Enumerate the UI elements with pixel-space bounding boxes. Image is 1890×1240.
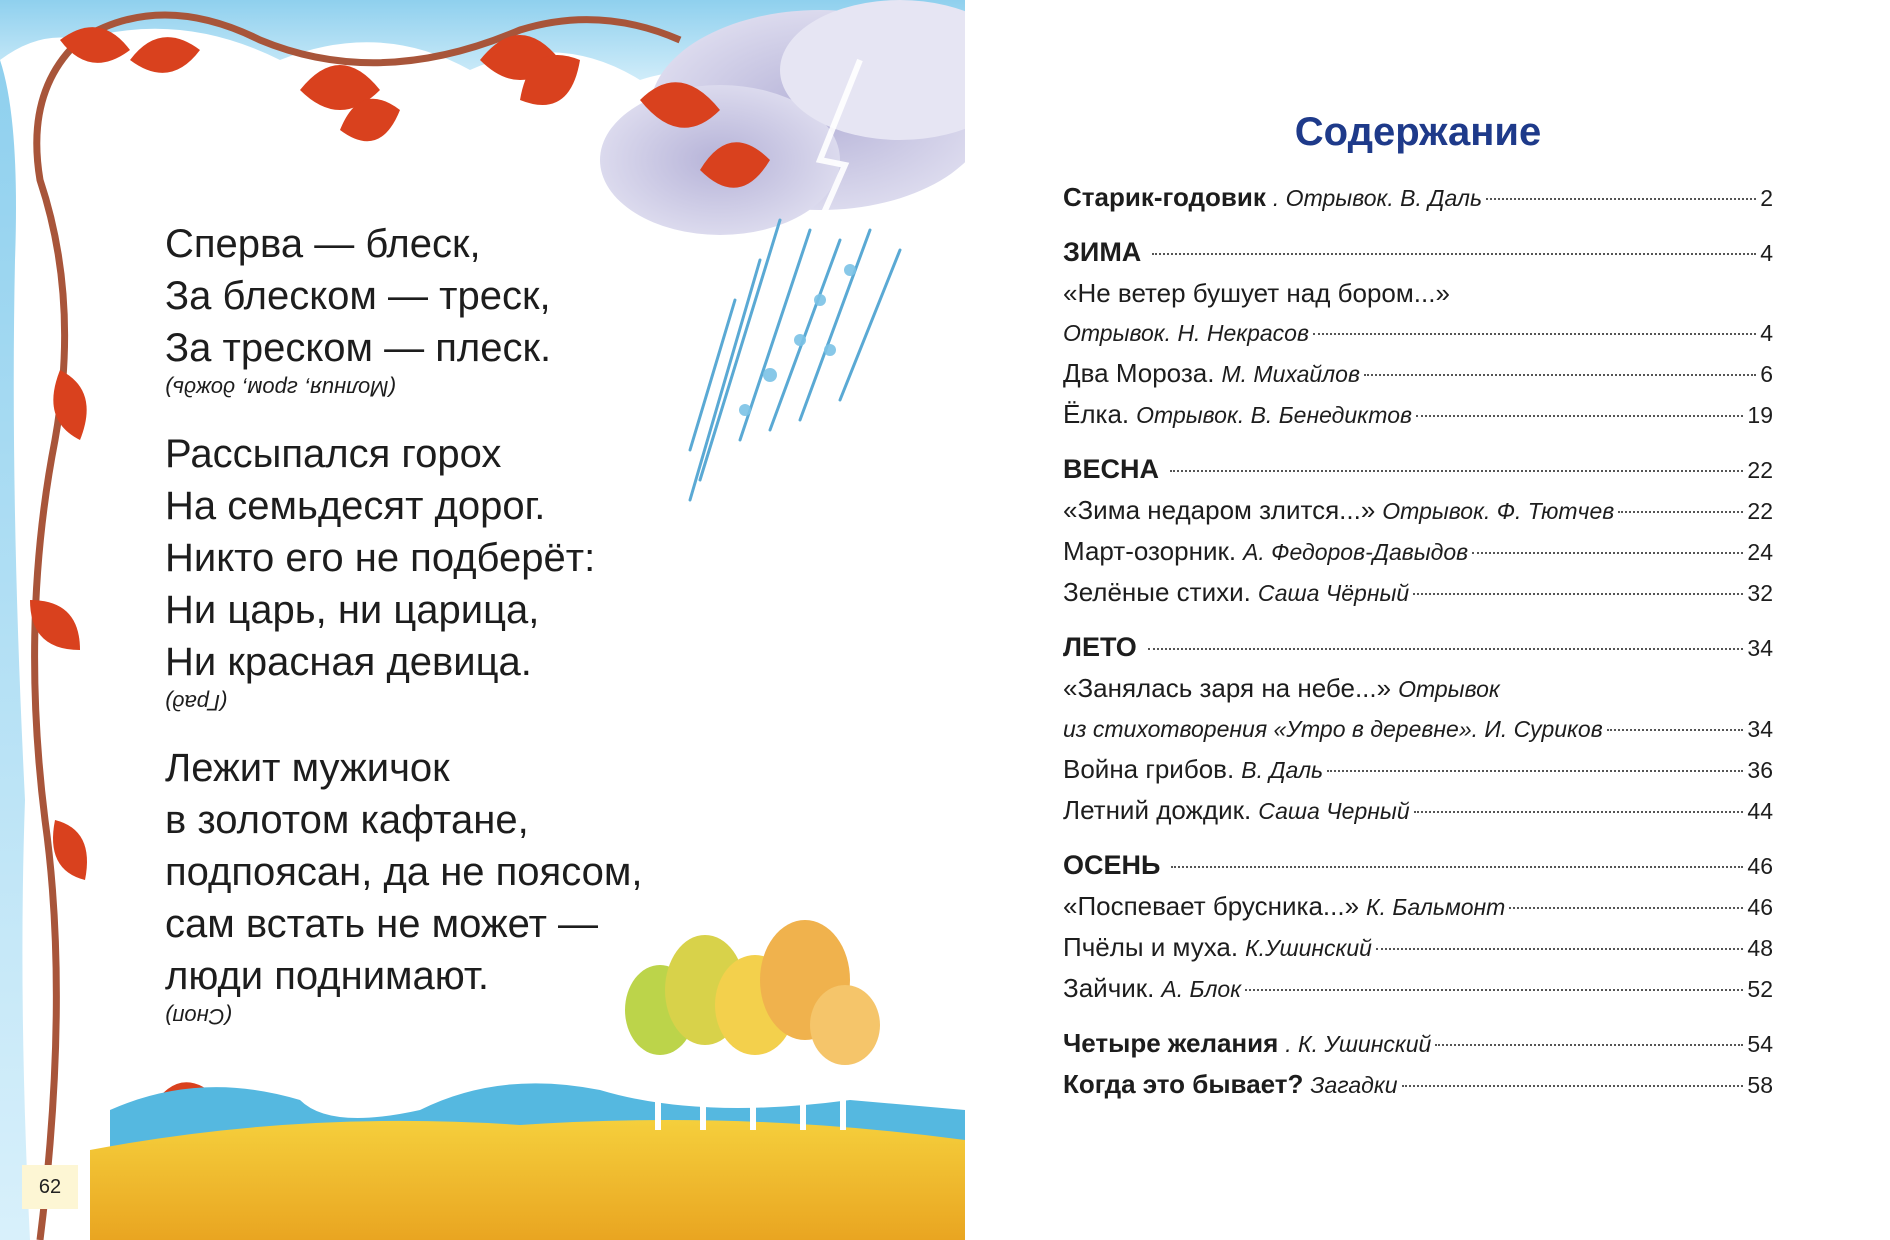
toc-entry-title: Война грибов. [1063,754,1235,784]
toc-leader-dots [1607,729,1744,731]
toc-entry-title: Зелёные стихи. [1063,577,1251,607]
toc-entry-title: ЛЕТО [1063,632,1137,662]
riddle-line: подпоясан, да не поясом, [165,850,643,894]
toc-entry [1063,968,1773,1009]
toc-entry-page: 4 [1760,240,1773,266]
riddle-3 [165,742,805,1030]
toc-entry-title: «Не ветер бушует над бором...» [1063,278,1450,308]
toc-entry-title: ВЕСНА [1063,454,1160,484]
riddle-line: Ни царь, ни царица, [165,588,540,632]
toc-leader-dots [1148,648,1744,650]
toc-leader-dots [1509,907,1743,909]
riddle-line: На семьдесят дорог. [165,484,546,528]
riddle-2 [165,428,805,716]
toc-entry-title: ОСЕНЬ [1063,850,1161,880]
toc-entry-author: К.Ушинский [1245,935,1372,961]
toc-leader-dots [1402,1085,1744,1087]
toc-entry-title: Март-озорник. [1063,536,1237,566]
toc-leader-dots [1414,811,1744,813]
toc-entry-title: «Зима недаром злится...» [1063,495,1376,525]
toc-entry-author: М. Михайлов [1221,361,1360,387]
toc-entry-page: 58 [1747,1072,1773,1098]
toc-title: Содержание [1294,110,1542,154]
toc-entry [1063,449,1773,490]
riddle-line: сам встать не может — [165,902,599,946]
page-number: 62 [22,1165,78,1209]
riddle-line: в золотом кафтане, [165,798,529,842]
toc-entry-page: 6 [1760,361,1773,387]
toc-entry-page: 22 [1747,457,1773,483]
toc-leader-dots [1152,253,1756,255]
toc-entry-author: А. Федоров-Давыдов [1243,539,1469,565]
toc-entry [1063,572,1773,613]
toc-entry-page: 36 [1747,757,1773,783]
toc-entry-author: Загадки [1310,1072,1398,1098]
toc-entry-page: 34 [1747,716,1773,742]
toc-entry-author: Отрывок [1398,676,1500,702]
table-of-contents [1063,110,1773,1105]
riddle-line: Никто его не подберёт: [165,536,596,580]
toc-entry-author: Отрывок. Н. Некрасов [1063,320,1309,346]
riddle-line: Рассыпался горох [165,432,502,476]
toc-entry-page: 54 [1747,1031,1773,1057]
toc-entry-page: 22 [1747,498,1773,524]
toc-entry [1063,1023,1773,1064]
toc-entry-author: К. Бальмонт [1366,894,1506,920]
toc-list [1063,177,1773,1105]
riddle-answer: (Молния, гром, дождь) [165,376,396,401]
toc-entry-author: Отрывок. В. Бенедиктов [1136,402,1412,428]
toc-entry [1063,490,1773,531]
toc-leader-dots [1376,948,1743,950]
toc-entry-title: «Занялась заря на небе...» [1063,673,1392,703]
toc-entry-author: . К. Ушинский [1285,1031,1432,1057]
toc-entry-page: 24 [1747,539,1773,565]
toc-entry-title: Пчёлы и муха. [1063,932,1239,962]
toc-entry-author: из стихотворения «Утро в деревне». И. Суриков [1063,716,1603,742]
toc-entry-page: 46 [1747,853,1773,879]
toc-entry-author: Отрывок. Ф. Тютчев [1382,498,1615,524]
toc-entry-author: Саша Чёрный [1257,580,1410,606]
toc-entry [1063,353,1773,394]
toc-entry-title: Летний дождик. [1063,795,1252,825]
riddle-answer: (Сноп) [165,1004,232,1029]
riddle-line: Сперва — блеск, [165,222,481,266]
toc-entry-page: 2 [1760,185,1773,211]
toc-leader-dots [1245,989,1743,991]
riddle-line: Ни красная девица. [165,640,532,684]
toc-entry [1063,886,1773,927]
toc-leader-dots [1313,333,1756,335]
toc-entry-title: Четыре желания [1063,1028,1279,1058]
toc-entry [1063,313,1773,353]
toc-entry [1063,845,1773,886]
toc-entry [1063,668,1773,709]
toc-leader-dots [1171,866,1743,868]
toc-entry-title: «Поспевает брусника...» [1063,891,1360,921]
toc-entry [1063,394,1773,435]
toc-entry-page: 19 [1747,402,1773,428]
toc-leader-dots [1472,552,1743,554]
toc-entry [1063,1064,1773,1105]
riddle-1 [165,218,805,402]
toc-entry-title: Старик-годовик [1063,182,1266,212]
toc-entry-page: 48 [1747,935,1773,961]
riddle-line: За блеском — треск, [165,274,551,318]
toc-entry-author: В. Даль [1241,757,1324,783]
riddle-line: За треском — плеск. [165,326,552,370]
toc-entry [1063,232,1773,273]
toc-entry-page: 32 [1747,580,1773,606]
toc-entry-page: 34 [1747,635,1773,661]
toc-entry-author: . Отрывок. В. Даль [1272,185,1483,211]
toc-entry-title: Зайчик. [1063,973,1155,1003]
toc-leader-dots [1413,593,1743,595]
toc-entry [1063,531,1773,572]
toc-entry-author: Саша Черный [1258,798,1410,824]
toc-entry-author: А. Блок [1161,976,1242,1002]
toc-leader-dots [1364,374,1756,376]
toc-leader-dots [1435,1044,1743,1046]
toc-leader-dots [1486,198,1756,200]
toc-entry-page: 46 [1747,894,1773,920]
toc-entry-title: Ёлка. [1063,399,1130,429]
toc-entry [1063,709,1773,749]
toc-entry [1063,627,1773,668]
toc-entry [1063,177,1773,218]
riddle-line: Лежит мужичок [165,746,450,790]
riddle-answer: (Град) [165,690,228,715]
riddles [165,218,805,1056]
toc-leader-dots [1327,770,1743,772]
toc-entry [1063,749,1773,790]
toc-entry-page: 52 [1747,976,1773,1002]
toc-entry-title: ЗИМА [1063,237,1142,267]
toc-entry-page: 44 [1747,798,1773,824]
toc-entry-title: Два Мороза. [1063,358,1215,388]
toc-entry [1063,273,1773,313]
toc-entry [1063,927,1773,968]
toc-leader-dots [1618,511,1743,513]
toc-entry-page: 4 [1760,320,1773,346]
toc-entry [1063,790,1773,831]
riddle-line: люди поднимают. [165,954,489,998]
toc-leader-dots [1416,415,1743,417]
toc-leader-dots [1170,470,1743,472]
toc-entry-title: Когда это бывает? [1063,1069,1304,1099]
